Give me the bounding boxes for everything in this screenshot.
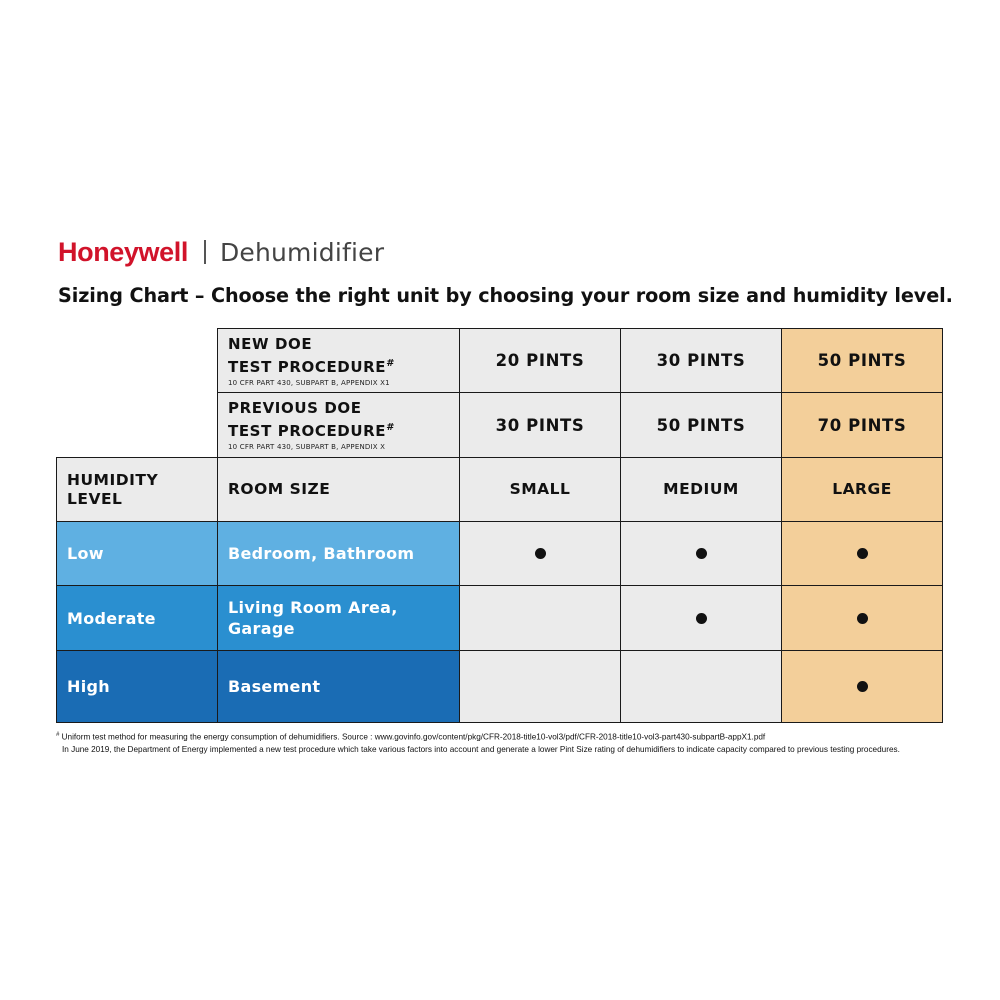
size-header-large: LARGE xyxy=(781,457,943,522)
footnote-line-2: In June 2019, the Department of Energy implemented a new test procedure which take various factors into account and generate a lower Pint Size rating of dehumidifiers to indicate capacity compared to previous testing procedures. xyxy=(62,744,900,754)
chart-subtitle: Sizing Chart – Choose the right unit by choosing your room size and humidity level. xyxy=(58,284,953,307)
indicator-dot xyxy=(696,613,707,624)
moderate-medium-cell xyxy=(620,585,782,651)
new-doe-large-pints: 50 PINTS xyxy=(781,328,943,393)
new-doe-title-2: TEST PROCEDURE# xyxy=(228,357,394,376)
low-medium-cell xyxy=(620,521,782,586)
low-small-cell xyxy=(459,521,621,586)
humidity-low: Low xyxy=(56,521,218,586)
humidity-moderate: Moderate xyxy=(56,585,218,651)
size-header-medium: MEDIUM xyxy=(620,457,782,522)
humidity-level-header xyxy=(56,457,218,522)
previous-doe-procedure-cell xyxy=(217,392,460,458)
footnote xyxy=(56,729,956,756)
indicator-dot xyxy=(857,613,868,624)
humidity-header-line-2: LEVEL xyxy=(67,489,123,508)
new-doe-medium-pints: 30 PINTS xyxy=(620,328,782,393)
previous-doe-large-pints: 70 PINTS xyxy=(781,392,943,458)
room-low xyxy=(217,521,460,586)
product-name: Dehumidifier xyxy=(219,237,385,267)
indicator-dot xyxy=(857,548,868,559)
room-low-line-1: Bedroom, Bathroom xyxy=(228,544,415,563)
room-moderate-line-2: Garage xyxy=(228,619,295,638)
previous-doe-title-2: TEST PROCEDURE# xyxy=(228,422,394,440)
indicator-dot xyxy=(696,548,707,559)
size-header-small: SMALL xyxy=(459,457,621,522)
moderate-small-cell xyxy=(459,585,621,651)
new-doe-title-1: NEW DOE xyxy=(228,334,313,353)
high-medium-cell xyxy=(620,650,782,723)
previous-doe-small-pints: 30 PINTS xyxy=(459,392,621,458)
high-large-cell xyxy=(781,650,943,723)
new-doe-procedure-cell xyxy=(217,328,460,393)
room-high xyxy=(217,650,460,723)
room-size-header: ROOM SIZE xyxy=(217,457,460,522)
moderate-large-cell xyxy=(781,585,943,651)
high-small-cell xyxy=(459,650,621,723)
footnote-line-1: # Uniform test method for measuring the energy consumption of dehumidifiers. Source : www.govinfo.gov/content/pkg/CFR-2018-title10-vol3/pdf/CFR-2018-title10-vol3-part430-subpartB-appX1.pdf xyxy=(56,732,766,742)
indicator-dot xyxy=(535,548,546,559)
room-moderate-line-1: Living Room Area, xyxy=(228,598,398,617)
brand-header xyxy=(58,232,384,272)
indicator-dot xyxy=(857,681,868,692)
brand-logo: Honeywell xyxy=(58,236,188,267)
previous-doe-title-1: PREVIOUS DOE xyxy=(228,399,362,417)
previous-doe-medium-pints: 50 PINTS xyxy=(620,392,782,458)
low-large-cell xyxy=(781,521,943,586)
new-doe-small-pints: 20 PINTS xyxy=(459,328,621,393)
new-doe-source: 10 CFR PART 430, SUBPART B, APPENDIX X1 xyxy=(228,378,390,387)
room-moderate xyxy=(217,585,460,651)
humidity-high: High xyxy=(56,650,218,723)
previous-doe-source: 10 CFR PART 430, SUBPART B, APPENDIX X xyxy=(228,443,386,451)
header-divider xyxy=(204,240,206,264)
humidity-header-line-1: HUMIDITY xyxy=(67,470,159,489)
room-high-line-1: Basement xyxy=(228,677,321,696)
